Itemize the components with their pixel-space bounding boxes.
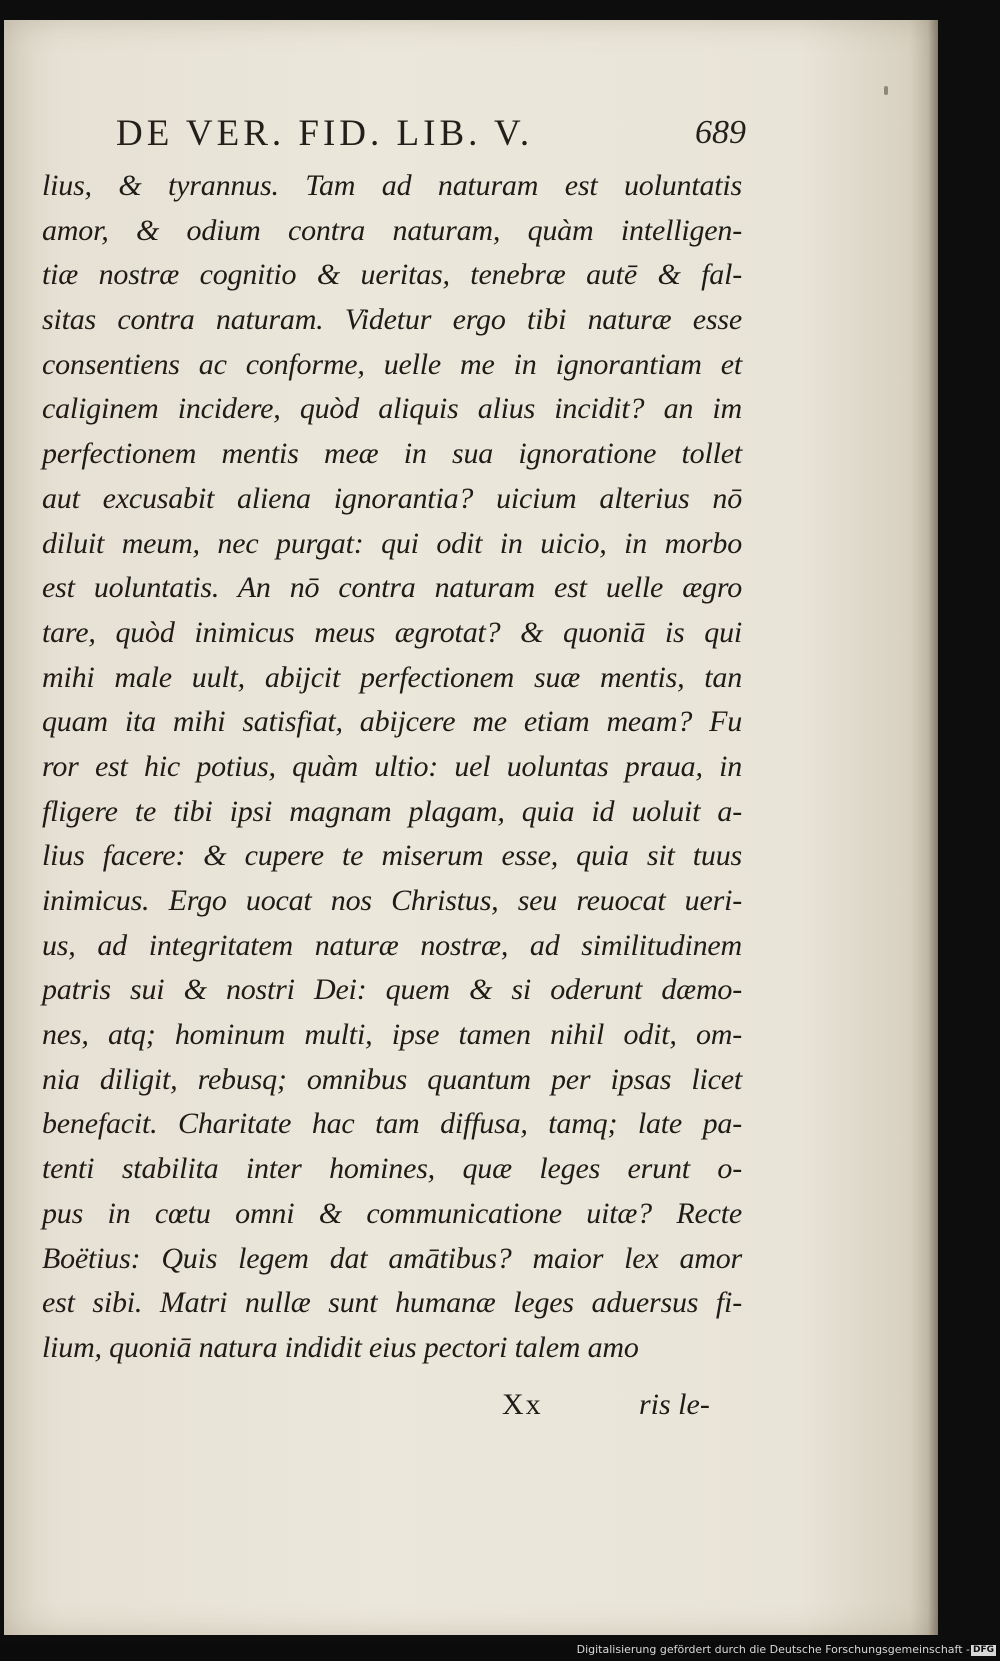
paper-speck [884,86,888,95]
text-line: est uoluntatis. An nō contra naturam est uelle ægro [42,571,742,605]
text-line: amor, & odium contra naturam, quàm intelligen- [42,213,742,247]
credit-text: Digitalisierung gefördert durch die Deutsche Forschungsgemeinschaft - [576,1643,970,1656]
text-line: quam ita mihi satisfiat, abijcere me etiam meam? Fu [42,705,742,739]
text-line: sitas contra naturam. Videtur ergo tibi naturæ esse [42,303,742,337]
text-line: ror est hic potius, quàm ultio: uel uoluntas praua, in [42,749,742,783]
catchline [42,1388,722,1432]
digitization-credit-bar [0,1641,1000,1661]
text-line: aut excusabit aliena ignorantia? uicium alterius nō [42,481,742,515]
signature-mark: Xx [502,1388,543,1421]
running-head-title: DE VER. FID. LIB. V. [116,113,534,154]
page-edge-shadow [928,20,938,1635]
text-line: lius facere: & cupere te miserum esse, quia sit tuus [42,839,742,873]
text-line: inimicus. Ergo uocat nos Christus, seu reuocat ueri- [42,884,742,917]
text-line: nia diligit, rebusq; omnibus quantum per ipsas licet [42,1062,742,1096]
text-line: est sibi. Matri nullæ sunt humanæ leges aduersus fi- [42,1286,742,1320]
text-line: perfectionem mentis meæ in sua ignoratione tollet [42,437,742,471]
text-line: lius, & tyrannus. Tam ad naturam est uoluntatis [42,169,742,202]
book-page [4,20,938,1635]
text-line: pus in cœtu omni & communicatione uitæ? Recte [42,1196,742,1230]
body-text [42,164,742,1371]
text-line: patris sui & nostri Dei: quem & si oderunt dæmo- [42,973,742,1007]
text-line: consentiens ac conforme, uelle me in ignorantiam et [42,347,742,381]
text-line: us, ad integritatem naturæ nostræ, ad similitudinem [42,928,742,962]
dfg-logo: DFG [972,1645,994,1655]
text-line: nes, atq; hominum multi, ipse tamen nihil odit, om- [42,1018,742,1052]
text-line: benefacit. Charitate hac tam diffusa, tamq; late pa- [42,1107,742,1141]
text-line: tiæ nostræ cognitio & ueritas, tenebræ autē & fal- [42,258,742,292]
text-line: fligere te tibi ipsi magnam plagam, quia id uoluit a- [42,794,742,828]
text-line: tenti stabilita inter homines, quæ leges erunt o- [42,1152,742,1186]
text-line: lium, quoniā natura indidit eius pectori talem amo [42,1330,639,1364]
text-line: caliginem incidere, quòd aliquis alius incidit? an im [42,392,742,426]
text-line: tare, quòd inimicus meus ægrotat? & quoniā is qui [42,615,742,649]
text-line: Boëtius: Quis legem dat amātibus? maior lex amor [42,1241,742,1275]
text-line: diluit meum, nec purgat: qui odit in uicio, in morbo [42,526,742,560]
running-head [116,112,746,156]
catchword: ris le- [639,1388,710,1421]
page-number: 689 [695,114,746,151]
text-line: mihi male uult, abijcit perfectionem suæ mentis, tan [42,660,742,694]
